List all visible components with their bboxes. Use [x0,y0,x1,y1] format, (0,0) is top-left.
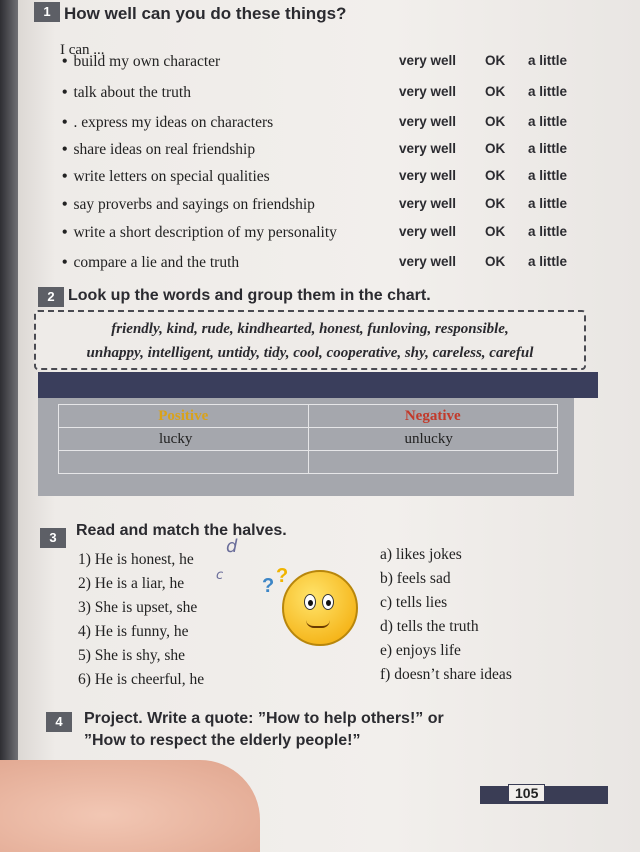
rating-a-little: a little [528,114,568,129]
match-right-item: f) doesn’t share ideas [380,666,512,683]
rating-very-well: very well [399,114,457,129]
self-check-item: • compare a lie and the truth [62,254,239,272]
handwritten-answer-1: d [226,536,238,557]
positive-header: Positive [59,405,309,428]
self-check-item: • talk about the truth [62,84,191,102]
section-4-line-1: Project. Write a quote: ”How to help others!” or [84,710,444,727]
word-list-line-1: friendly, kind, rude, kindhearted, honest, funloving, responsible, [111,321,509,337]
negative-header: Negative [308,405,558,428]
i-can-intro: I can ... [60,42,105,58]
rating-a-little: a little [528,224,568,239]
question-mark-icon: ? [276,565,289,587]
rating-a-little: a little [528,53,568,68]
match-left-item: 1) He is honest, he [78,551,194,568]
self-check-row [62,224,592,246]
rating-very-well: very well [399,224,457,239]
example-negative: unlucky [308,428,558,451]
thinking-face-icon [282,570,358,646]
match-right-item: d) tells the truth [380,618,479,635]
rating-ok: OK [485,141,506,156]
rating-a-little: a little [528,196,568,211]
match-left-item: 2) He is a liar, he [78,575,185,592]
section-1-title: How well can you do these things? [64,4,347,23]
match-right-item: b) feels sad [380,570,451,587]
self-check-item: • write letters on special qualities [62,168,270,186]
section-3-title: Read and match the halves. [76,522,287,539]
hand [0,760,260,852]
rating-ok: OK [485,168,506,183]
rating-very-well: very well [399,53,457,68]
self-check-row [62,196,592,218]
match-right-item: e) enjoys life [380,642,461,659]
section-1-number: 1 [34,2,60,22]
match-right-item: a) likes jokes [380,546,462,563]
rating-ok: OK [485,114,506,129]
match-left-item: 3) She is upset, she [78,599,198,616]
example-positive: lucky [59,428,309,451]
rating-very-well: very well [399,84,457,99]
self-check-item: • share ideas on real friendship [62,141,255,159]
self-check-item: • say proverbs and sayings on friendship [62,196,315,214]
rating-very-well: very well [399,168,457,183]
rating-very-well: very well [399,141,457,156]
self-check-row [62,114,592,136]
section-2-number: 2 [38,287,64,307]
chart-table [58,404,558,474]
self-check-row [62,254,592,276]
rating-a-little: a little [528,254,568,269]
word-list-line-2: unhappy, intelligent, untidy, tidy, cool, cooperative, shy, careless, careful [86,345,534,361]
rating-ok: OK [485,84,506,99]
self-check-item: • build my own character [62,53,220,71]
rating-ok: OK [485,196,506,211]
self-check-row [62,141,592,163]
rating-ok: OK [485,224,506,239]
section-4-line-2: ”How to respect the elderly people!” [84,732,361,749]
book-spine [0,0,18,852]
blank-cell [308,451,558,474]
rating-very-well: very well [399,254,457,269]
section-2-title: Look up the words and group them in the chart. [68,287,431,304]
handwritten-answer-2: c [216,568,224,583]
match-left-item: 5) She is shy, she [78,647,186,664]
page-number: 105 [508,784,545,802]
group-chart [38,390,574,496]
rating-very-well: very well [399,196,457,211]
self-check-item: • . express my ideas on characters [62,114,273,132]
self-check-row [62,168,592,190]
blank-cell [59,451,309,474]
rating-a-little: a little [528,84,568,99]
rating-ok: OK [485,254,506,269]
question-mark-icon: ? [262,575,275,597]
word-box [34,310,586,370]
self-check-item: • write a short description of my personality [62,224,337,242]
rating-ok: OK [485,53,506,68]
match-left-item: 6) He is cheerful, he [78,671,205,688]
self-check-row [62,53,592,75]
self-check-row [62,84,592,106]
rating-a-little: a little [528,141,568,156]
chart-header-band [38,372,598,398]
match-left-item: 4) He is funny, he [78,623,189,640]
rating-a-little: a little [528,168,568,183]
section-3-number: 3 [40,528,66,548]
match-right-item: c) tells lies [380,594,448,611]
section-4-number: 4 [46,712,72,732]
